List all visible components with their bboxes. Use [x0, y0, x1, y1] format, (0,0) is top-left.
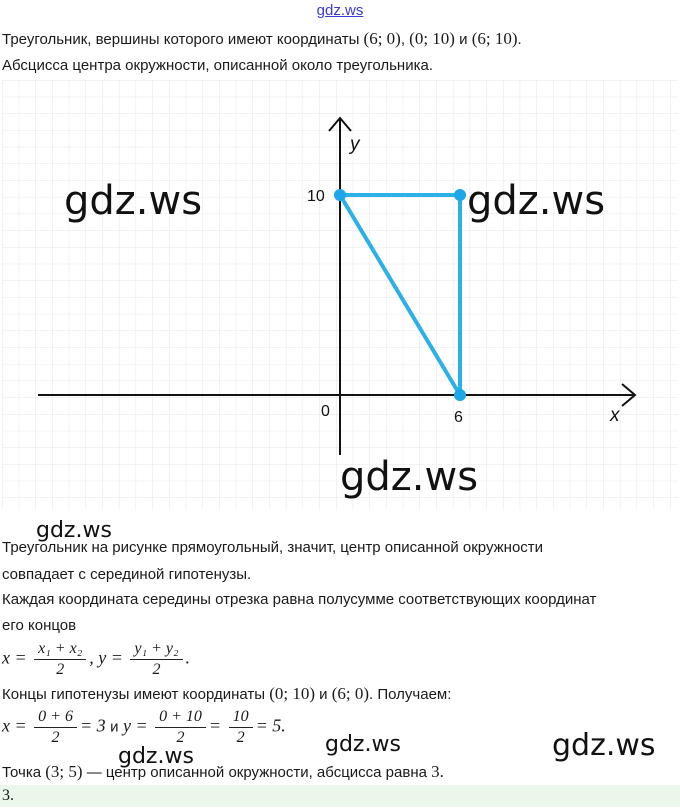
solution-line-2: совпадает с серединой гипотенузы.	[2, 566, 252, 583]
solution-line-4: его концов	[2, 617, 77, 634]
numerator: x₁ + x₂	[34, 640, 86, 660]
watermark: gdz.ws	[325, 732, 401, 757]
formula-y: y =	[122, 715, 148, 736]
denominator: 2	[152, 661, 161, 678]
problem-line-1	[2, 29, 522, 50]
point-2: (0; 10)	[409, 29, 455, 48]
fraction	[34, 708, 77, 747]
fraction	[130, 640, 182, 679]
text: Концы гипотенузы имеют координаты	[2, 686, 266, 703]
text: — центр описанной окружности, абсцисса равна	[86, 764, 427, 781]
solution-line-6	[2, 762, 444, 783]
denominator: 2	[56, 661, 65, 678]
watermark: gdz.ws	[552, 728, 656, 763]
answer-box: 3.	[0, 785, 680, 807]
y-tick-label: 10	[307, 188, 325, 205]
watermark: gdz.ws	[340, 454, 479, 500]
result-x: = 3	[79, 715, 106, 736]
point-1: (6; 0)	[363, 29, 401, 48]
endpoint-1: (0; 10)	[269, 684, 315, 703]
origin-label: 0	[321, 403, 330, 420]
watermark: gdz.ws	[36, 518, 112, 543]
numerator: 10	[229, 708, 253, 728]
equals: =	[208, 715, 222, 736]
point-3: (6; 10)	[471, 29, 518, 48]
text: Точка	[2, 764, 42, 781]
formula-x: x =	[2, 647, 27, 668]
coordinate-figure	[2, 80, 678, 510]
period: .	[517, 31, 522, 48]
conj-and: и	[110, 718, 119, 736]
formula-y: , y =	[89, 647, 123, 668]
denominator: 2	[51, 729, 60, 746]
watermark: gdz.ws	[118, 744, 194, 769]
fraction	[34, 640, 86, 679]
solution-line-1: Треугольник на рисунке прямоугольный, значит, центр описанной окружности	[2, 539, 544, 556]
numerator: 0 + 6	[34, 708, 77, 728]
vertex-point-3	[454, 389, 466, 401]
x-tick-label: 6	[454, 409, 463, 426]
result-y: = 5.	[255, 715, 286, 736]
y-axis-label: y	[350, 134, 360, 155]
solution-line-3: Каждая координата середины отрезка равна полусумме соответствующих координат	[2, 591, 597, 608]
computation-formula	[2, 708, 286, 747]
endpoint-2: (6; 0)	[331, 684, 370, 703]
abscissa-value: 3.	[431, 762, 444, 781]
problem-text: Треугольник, вершины которого имеют координаты	[2, 31, 360, 48]
problem-line-2: Абсцисса центра окружности, описанной около треугольника.	[2, 57, 434, 74]
numerator: 0 + 10	[155, 708, 206, 728]
fraction	[229, 708, 253, 747]
fraction	[155, 708, 206, 747]
solution-line-5	[2, 684, 451, 705]
center-point: (3; 5)	[45, 762, 83, 781]
period: .	[185, 647, 191, 668]
watermark: gdz.ws	[64, 178, 203, 224]
denominator: 2	[236, 729, 245, 746]
midpoint-formula	[2, 640, 190, 679]
conj-and: и	[459, 31, 468, 48]
watermark: gdz.ws	[467, 178, 606, 224]
site-link-top[interactable]: gdz.ws	[316, 2, 364, 19]
text: . Получаем:	[369, 686, 452, 703]
separator: ,	[400, 31, 405, 48]
formula-x: x =	[2, 715, 27, 736]
denominator: 2	[176, 729, 185, 746]
x-axis-label: x	[610, 405, 620, 426]
conj-and: и	[319, 686, 328, 703]
vertex-point-1	[334, 189, 346, 201]
vertex-point-2	[454, 189, 466, 201]
numerator: y₁ + y₂	[130, 640, 182, 660]
